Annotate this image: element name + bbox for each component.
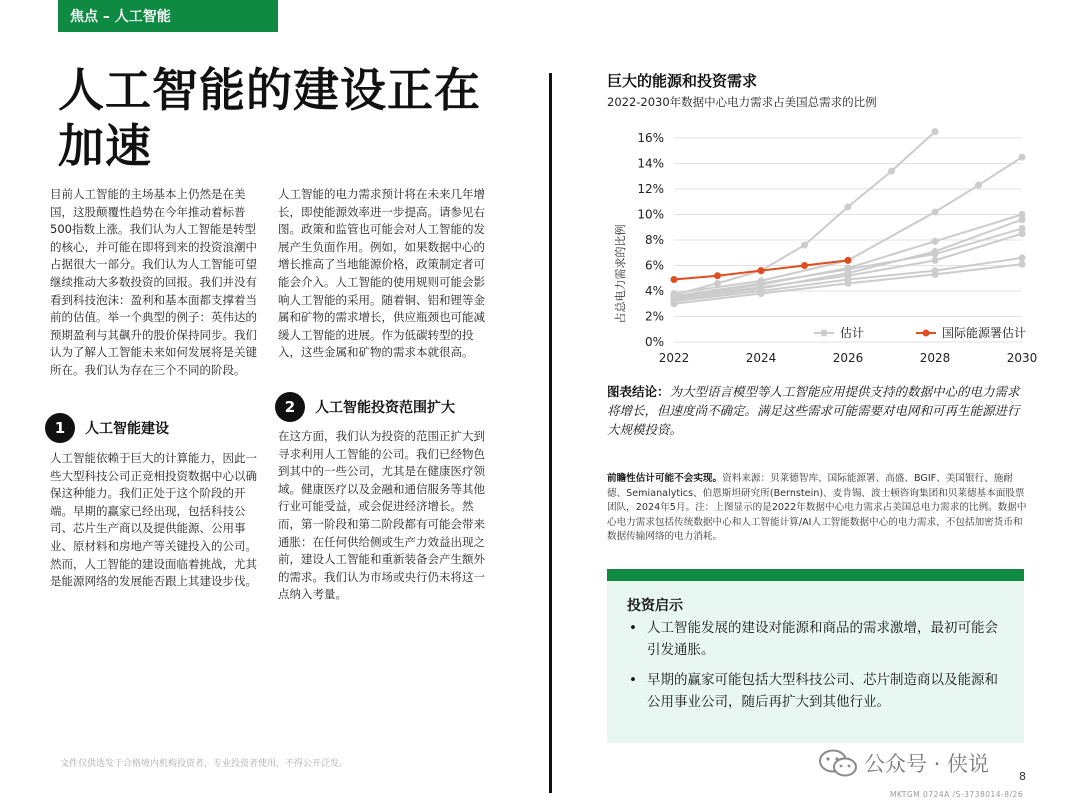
chart-source-note: [607, 472, 1027, 545]
section1-body: 人工智能依赖于巨大的计算能力，因此一些大型科技公司正竞相投资数据中心以确保这种能力。我们正处于这个阶段的开端。早期的赢家已经出现，包括科技公司、芯片生产商以及提供能源、公用事业、原材料和房地产等关键投入的公司。然而，人工智能的建设面临着挑战，尤其是能源网络的发展能否跟上其建设步伐。: [50, 451, 257, 589]
legend-label-iea: 国际能源署估计: [942, 326, 1027, 340]
data-point: [1019, 254, 1026, 261]
x-tick-label: 2030: [1006, 351, 1038, 365]
legend-marker-estimates: [821, 330, 828, 337]
series-estimate: [671, 128, 939, 298]
data-point: [932, 238, 939, 245]
invest-title: 投资启示: [627, 598, 683, 614]
data-point: [888, 168, 895, 175]
data-point: [671, 300, 678, 307]
legend-label-estimates: 估计: [840, 326, 865, 340]
data-point: [1019, 216, 1026, 223]
page-title: 人工智能的建设正在加速: [58, 63, 481, 173]
page-number: 8: [1019, 770, 1026, 783]
y-tick-label: 16%: [637, 131, 664, 145]
data-point: [1019, 261, 1026, 268]
invest-item: • 早期的赢家可能包括大型科技公司、芯片制造商以及能源和公用事业公司，随后再扩大到其他行业。: [627, 669, 1006, 713]
section1-heading: [45, 413, 169, 443]
data-point: [845, 266, 852, 273]
data-point: [1019, 230, 1026, 237]
data-point: [714, 280, 721, 287]
chart-legend: [814, 325, 1026, 340]
wechat-icon: [818, 748, 858, 778]
data-point: [845, 257, 852, 264]
chart-conclusion: [607, 382, 1027, 439]
chart-y-axis-label: 占总电力需求的比例: [614, 224, 627, 324]
x-tick-label: 2024: [745, 351, 777, 365]
series-estimate: [671, 211, 1026, 301]
section2-number-badge: 2: [275, 392, 305, 422]
data-point: [845, 203, 852, 210]
section2-title: 人工智能投资范围扩大: [315, 400, 455, 416]
y-tick-label: 4%: [644, 284, 664, 298]
data-point: [801, 262, 808, 269]
source-text: 资料来源：贝莱德智库、国际能源署、高盛、BGIF、美国银行、施耐德、Semianalytics、伯恩斯坦研究所(Bernstein)、麦肯锡、波士顿咨询集团和贝莱德基本面股票团队，2024年5月。注：上图显示的是2022年数据中心电力需求占美国总电力需求的比例。数据中心电力需求包括传统数据中心和人工智能计算/AI人工智能数据中心的电力需求，不包括加密货币和数据传输网络的电力消耗。: [607, 473, 1027, 543]
column1-intro: 目前人工智能的主场基本上仍然是在美国，这股颠覆性趋势在今年推动着标普500指数上涨。我们认为人工智能是转型的核心，并可能在即将到来的投资浪潮中占据很大一部分。我们认为人工智能可望继续推动大多数投资的回报。我们并没有看到科技泡沫：盈利和基本面都支撑着当前的估值。举一个典型的例子：英伟达的预期盈利与其飙升的股价保持同步。我们认为了解人工智能未来如何发展将是关键所在。我们认为存在三个不同的阶段。: [50, 187, 257, 377]
data-point: [714, 272, 721, 279]
wechat-watermark: [818, 748, 989, 778]
data-point: [932, 257, 939, 264]
data-point: [932, 271, 939, 278]
data-point: [671, 276, 678, 283]
watermark-text: 公众号 · 侠说: [864, 752, 990, 776]
line-chart: [600, 118, 1040, 370]
column-divider: [549, 73, 552, 793]
chart-subtitle: 2022-2030年数据中心电力需求占美国总需求的比例: [607, 95, 877, 109]
data-point: [932, 208, 939, 215]
y-tick-label: 8%: [644, 233, 664, 247]
data-point: [758, 290, 765, 297]
y-tick-label: 10%: [637, 207, 664, 222]
y-tick-label: 12%: [637, 182, 664, 196]
source-label: 前瞻性估计可能不会实现。: [607, 473, 723, 484]
invest-list: [627, 617, 1006, 713]
invest-item: • 人工智能发展的建设对能源和商品的需求激增，最初可能会引发通胀。: [627, 617, 1006, 661]
data-point: [845, 280, 852, 287]
section1-title: 人工智能建设: [85, 421, 169, 437]
data-point: [975, 182, 982, 189]
data-point: [932, 251, 939, 258]
y-tick-label: 2%: [644, 309, 664, 324]
footer-disclaimer: 文件仅供选发于合格境内机构投资者，专业投资者使用，不得公开泛发。: [60, 759, 349, 769]
conclusion-label: 图表结论：: [607, 384, 670, 399]
data-point: [1019, 154, 1026, 161]
section1-number-badge: 1: [45, 413, 75, 443]
conclusion-text: 为大型语言模型等人工智能应用提供支持的数据中心的电力需求将增长，但速度尚不确定。满足这些需求可能需要对电网和可再生能源进行大规模投资。: [607, 384, 1020, 437]
x-tick-label: 2026: [832, 351, 864, 365]
column2-intro: 人工智能的电力需求预计将在未来几年增长，即使能源效率进一步提高。请参见右图。政策和监管也可能会对人工智能的发展产生负面作用。例如，如果数据中心的增长推高了当地能源价格，政策制定者可能会介入。人工智能的使用规则可能会影响人工智能的采用。随着铜、铝和锂等金属和矿物的需求增长，供应瓶颈也可能减缓人工智能的进展。作为低碳转型的投入，这些金属和矿物的需求本就很高。: [278, 187, 485, 360]
section-tag: 焦点 – 人工智能: [58, 0, 278, 32]
section2-body: 在这方面，我们认为投资的范围正扩大到寻求利用人工智能的公司。我们已经物色到其中的一些公司，尤其是在健康医疗领域。健康医疗以及金融和通信服务等其他行业可能受益，或会促进经济增长。然而，第一阶段和第二阶段都有可能会带来通胀：在任何供给侧或生产力效益出现之前，建设人工智能和重新装备会产生额外的需求。我们认为市场或央行仍未将这一点纳入考量。: [278, 429, 485, 602]
y-tick-label: 6%: [644, 258, 664, 273]
x-tick-label: 2022: [658, 351, 690, 365]
y-tick-label: 14%: [637, 156, 664, 171]
legend-marker-iea: [923, 330, 930, 337]
data-point: [932, 128, 939, 135]
data-point: [801, 242, 808, 249]
data-point: [758, 267, 765, 274]
chart-title: 巨大的能源和投资需求: [607, 72, 758, 90]
investment-implications-box: [607, 569, 1024, 743]
y-tick-label: 0%: [644, 335, 664, 349]
document-code: MKTGM 0724A /S-3738014-8/26: [890, 790, 1024, 799]
section2-heading: [275, 392, 455, 422]
x-tick-label: 2028: [919, 351, 951, 365]
